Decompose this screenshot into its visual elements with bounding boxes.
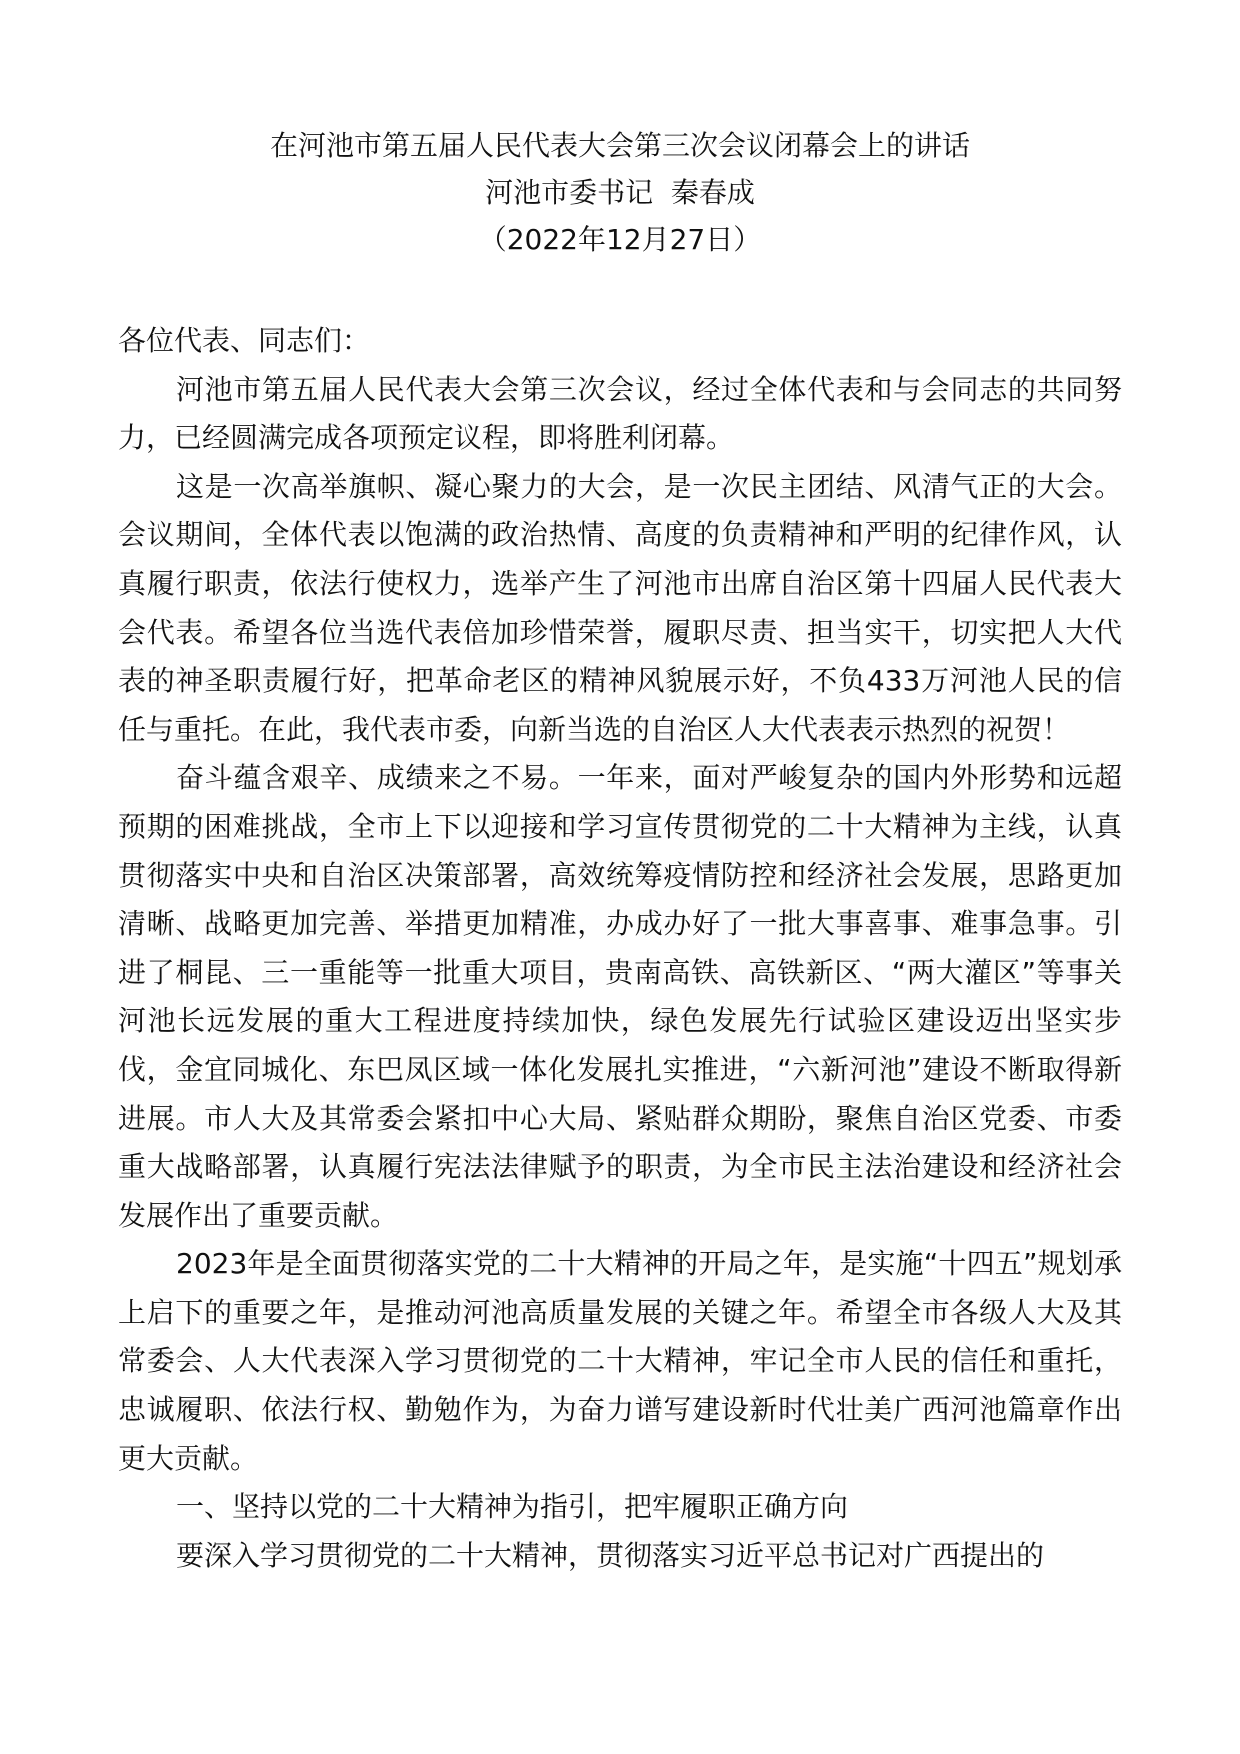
speech-title: 在河池市第五届人民代表大会第三次会议闭幕会上的讲话 — [269, 129, 970, 162]
section-heading-1: 一、坚持以党的二十大精神为指引，把牢履职正确方向 — [176, 1490, 849, 1524]
paragraph-achievements: 奋斗蕴含艰辛、成绩来之不易。一年来，面对严峻复杂的国内外形势和远超预期的困难挑战，全市上下以迎接和学习宣传贯彻党的二十大精神为主线，认真贯彻落实中央和自治区决策部署，高效统筹疫情防控和经济社会发展，思路更加清晰、战略更加完善、举措更加精准，办成办好了一批大事喜事、难事急事。引进了桐昆、三一重能等一批重大项目，贵南高铁、高铁新区、“两大灌区”等事关河池长远发展的重大工程进度持续加快，绿色发展先行试验区建设迈出坚实步伐，金宜同城化、东巴凤区域一体化发展扎实推进，“六新河池”建设不断取得新进展。市人大及其常委会紧扣中心大局、紧贴群众期盼，聚焦自治区党委、市委重大战略部署，认真履行宪法法律赋予的职责，为全市民主法治建设和经济社会发展作出了重要贡献。 — [118, 761, 1122, 1232]
document-body — [118, 317, 1122, 1580]
document-header — [0, 122, 1240, 263]
paragraph-congratulations: 这是一次高举旗帜、凝心聚力的大会，是一次民主团结、风清气正的大会。会议期间，全体代表以饱满的政治热情、高度的负责精神和严明的纪律作风，认真履行职责，依法行使权力，选举产生了河池市出席自治区第十四届人民代表大会代表。希望各位当选代表倍加珍惜荣誉，履职尽责、担当实干，切实把人大代表的神圣职责履行好，把革命老区的精神风貌展示好，不负433万河池人民的信任与重托。在此，我代表市委，向新当选的自治区人大代表表示热烈的祝贺！ — [118, 469, 1122, 746]
paragraph-2023-outlook: 2023年是全面贯彻落实党的二十大精神的开局之年，是实施“十四五”规划承上启下的重要之年，是推动河池高质量发展的关键之年。希望全市各级人大及其常委会、人大代表深入学习贯彻党的二十大精神，牢记全市人民的信任和重托，忠诚履职、依法行权、勤勉作为，为奋力谱写建设新时代壮美广西河池篇章作出更大贡献。 — [118, 1247, 1122, 1475]
speech-date: （2022年12月27日） — [478, 223, 762, 256]
speaker-line: 河池市委书记 秦春成 — [485, 176, 755, 209]
salutation: 各位代表、同志们： — [118, 324, 371, 357]
paragraph-section-1-start: 要深入学习贯彻党的二十大精神，贯彻落实习近平总书记对广西提出的 — [176, 1538, 1045, 1572]
paragraph-opening: 河池市第五届人民代表大会第三次会议，经过全体代表和与会同志的共同努力，已经圆满完成各项预定议程，即将胜利闭幕。 — [118, 372, 1122, 455]
